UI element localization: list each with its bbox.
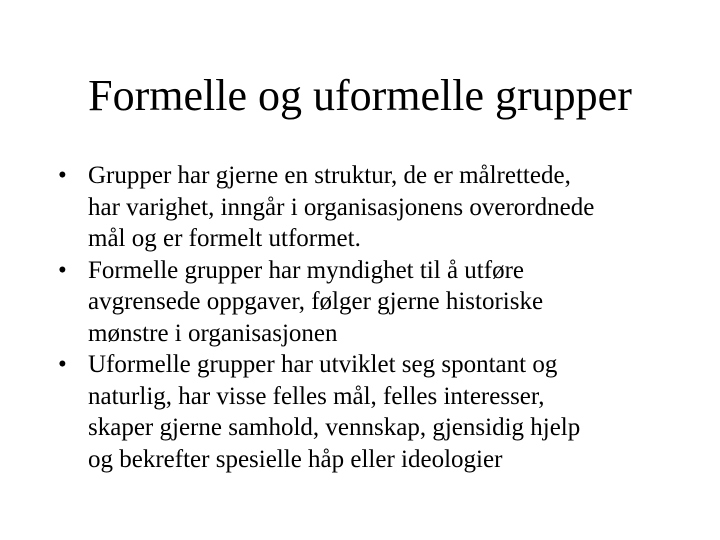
bullet-text-line: har varighet, inngår i organisasjonens overordnede — [88, 193, 595, 221]
bullet-text-line: mønstre i organisasjonen — [88, 319, 338, 347]
slide-title: Formelle og uformelle grupper — [88, 71, 632, 120]
bullet-text-line: og bekrefter spesielle håp eller ideologier — [88, 445, 503, 473]
bullet-icon: • — [58, 351, 67, 378]
bullet-item — [58, 255, 678, 350]
bullet-icon: • — [58, 162, 67, 189]
bullet-text-line: Grupper har gjerne en struktur, de er målrettede, — [88, 162, 571, 189]
bullet-text-line: naturlig, har visse felles mål, felles interesser, — [88, 382, 545, 410]
bullet-list — [58, 160, 678, 475]
bullet-text-line: Formelle grupper har myndighet til å utføre — [88, 256, 524, 284]
bullet-text-line: avgrensede oppgaver, følger gjerne historiske — [88, 288, 544, 315]
bullet-icon: • — [58, 256, 67, 284]
bullet-text-line: mål og er formelt utformet. — [88, 225, 361, 252]
bullet-text-line: skaper gjerne samhold, vennskap, gjensidig hjelp — [88, 414, 581, 441]
bullet-text-line: Uformelle grupper har utviklet seg spontant og — [88, 351, 558, 378]
bullet-item — [58, 160, 678, 255]
bullet-item — [58, 349, 678, 475]
